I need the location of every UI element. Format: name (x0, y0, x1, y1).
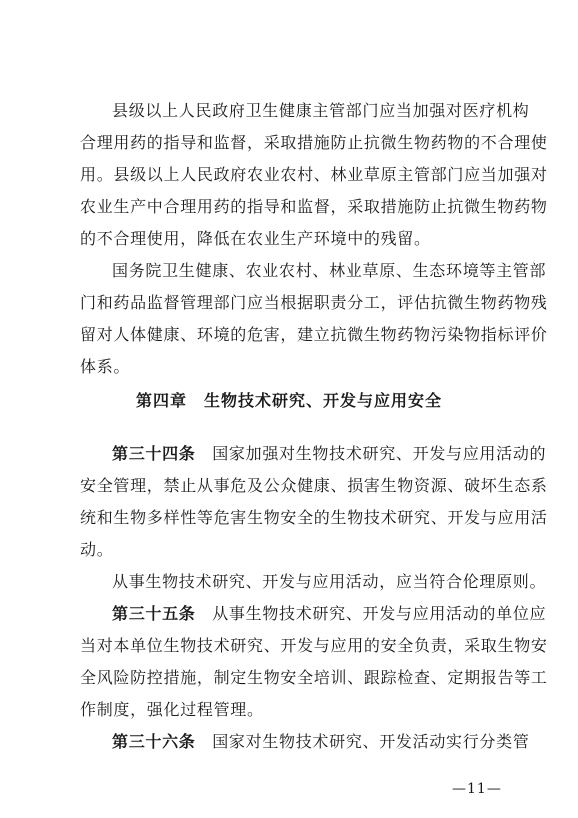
article-label: 第三十五条 (112, 604, 196, 623)
body-text-line: 国务院卫生健康、农业农村、林业草原、生态环境等主管部 (112, 261, 547, 280)
body-text-line: 动。 (80, 540, 114, 559)
article-34-line (0, 444, 578, 464)
page-number: —11— (452, 781, 502, 797)
article-label: 第三十四条 (112, 444, 196, 463)
body-text-line: 用。县级以上人民政府农业农村、林业草原主管部门应当加强对 (80, 165, 548, 184)
body-text-line: 留对人体健康、环境的危害，建立抗微生物药物污染物指标评价 (80, 325, 548, 344)
chapter-heading: 第四章 生物技术研究、开发与应用安全 (135, 391, 442, 410)
body-text-line: 合理用药的指导和监督，采取措施防止抗微生物药物的不合理使 (80, 133, 548, 152)
body-text-line: 县级以上人民政府卫生健康主管部门应当加强对医疗机构 (112, 101, 530, 120)
body-text-line: 安全管理，禁止从事危及公众健康、损害生物资源、破坏生态系 (80, 476, 548, 495)
article-text: 国家加强对生物技术研究、开发与应用活动的 (195, 444, 547, 463)
body-text-line: 作制度，强化过程管理。 (80, 700, 264, 719)
article-label: 第三十六条 (112, 732, 196, 751)
body-text-line: 的不合理使用，降低在农业生产环境中的残留。 (80, 229, 431, 248)
body-text-line: 门和药品监督管理部门应当根据职责分工，评估抗微生物药物残 (80, 293, 548, 312)
article-text: 国家对生物技术研究、开发活动实行分类管 (195, 732, 530, 751)
article-35-line (0, 604, 578, 624)
article-text: 从事生物技术研究、开发与应用活动的单位应 (195, 604, 547, 623)
body-text-line: 全风险防控措施，制定生物安全培训、跟踪检查、定期报告等工 (80, 668, 548, 687)
body-text-line: 当对本单位生物技术研究、开发与应用的安全负责，采取生物安 (80, 636, 548, 655)
body-text-line: 农业生产中合理用药的指导和监督，采取措施防止抗微生物药物 (80, 197, 548, 216)
body-text-line: 统和生物多样性等危害生物安全的生物技术研究、开发与应用活 (80, 508, 548, 527)
body-text-line: 体系。 (80, 357, 131, 376)
body-text-line: 从事生物技术研究、开发与应用活动，应当符合伦理原则。 (112, 572, 547, 591)
article-36-line (0, 732, 578, 752)
